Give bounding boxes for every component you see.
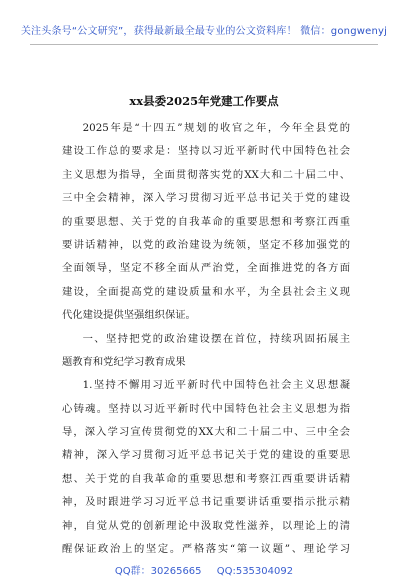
body-line: 代化建设提供坚强组织保证。 bbox=[62, 309, 196, 322]
body-line: 建设，全面提高党的建设质量和水平，为全县社会主义现 bbox=[62, 285, 350, 298]
body-line: 全面领导，坚定不移全面从严治党，全面推进党的各方面 bbox=[62, 262, 350, 275]
body-line: 要讲话精神，以党的政治建设为统领，坚定不移加强党的 bbox=[62, 238, 350, 251]
body-line: 建设工作总的要求是：坚持以习近平新时代中国特色社会 bbox=[62, 145, 350, 158]
document-title: xx县委2025年党建工作要点 bbox=[129, 94, 279, 108]
page-header bbox=[0, 0, 408, 50]
body-line: 心铸魂。坚持以习近平新时代中国特色社会主义思想为指 bbox=[62, 402, 350, 415]
page-footer bbox=[0, 562, 408, 577]
body-line: 三中全会精神，深入学习贯彻习近平总书记关于党的建设 bbox=[62, 192, 350, 205]
body-line: 2025年是“十四五”规划的收官之年，今年全县党的 bbox=[82, 122, 350, 134]
footer-qq: QQ:535304092 bbox=[216, 566, 294, 577]
body-line: 一、坚持把党的政治建设摆在首位，持续巩固拓展主 bbox=[82, 332, 350, 345]
body-line: 题教育和党纪学习教育成果 bbox=[62, 355, 186, 368]
body-line: 醒保证政治上的坚定。严格落实“第一议题”、理论学习 bbox=[62, 543, 350, 556]
header-notice: 关注头条号“公文研究”，获得最新最全最专业的公文资料库！ 微信：gongwenyj bbox=[20, 26, 388, 37]
document-body bbox=[62, 117, 350, 561]
body-line: 精神，深入学习贯彻习近平总书记关于党的建设的重要思 bbox=[62, 449, 350, 462]
body-line: 导，深入学习宣传贯彻党的XX大和二十届二中、三中全会 bbox=[62, 426, 350, 439]
header-divider bbox=[30, 44, 378, 45]
body-line: 的重要思想、关于党的自我革命的重要思想和考察江西重 bbox=[62, 215, 350, 228]
body-line: 主义思想为指导，全面贯彻落实党的XX大和二十届二中、 bbox=[62, 168, 350, 181]
body-line: 1.坚持不懈用习近平新时代中国特色社会主义思想凝 bbox=[82, 379, 350, 392]
body-line: 想、关于党的自我革命的重要思想和考察江西重要讲话精 bbox=[62, 472, 350, 485]
body-line: 神，及时跟进学习习近平总书记重要讲话重要指示批示精 bbox=[62, 496, 350, 509]
body-line: 神，自觉从党的创新理论中汲取党性滋养，以理论上的清 bbox=[62, 519, 350, 532]
footer-qq-group: QQ群：30265665 bbox=[114, 566, 202, 577]
